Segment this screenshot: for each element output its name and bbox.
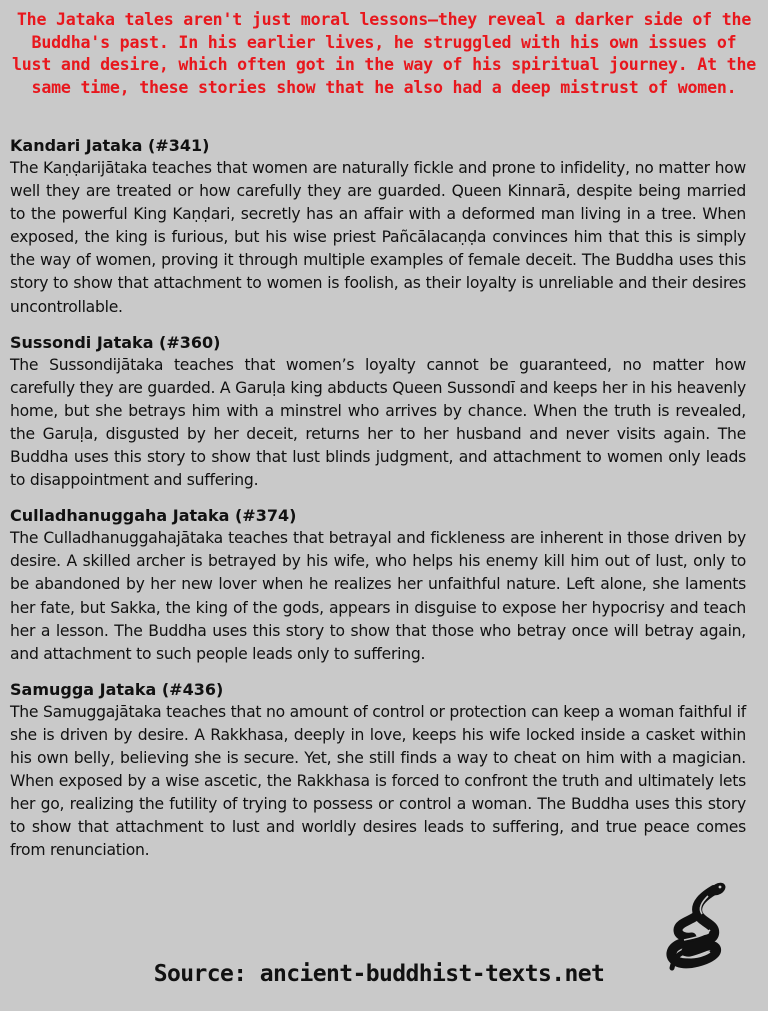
story-sussondi — [10, 331, 746, 493]
story-title: Samugga Jataka (#436) — [10, 679, 224, 699]
story-culladhanuggaha — [10, 504, 746, 666]
story-body: The Culladhanuggahajātaka teaches that betrayal and fickleness are inherent in those driven by desire. A skilled archer is betrayed by his wife, who helps his enemy kill him out of lust, only to be abandoned by her new lover when he realizes her unfaithful nature. Left alone, she laments her fate, but Sakka, the king of the gods, appears in disguise to expose her hypocrisy and teach her a lesson. The Buddha uses this story to show that those who betray once will betray again, and attachment to such people leads only to suffering. — [10, 529, 746, 663]
stories-list — [10, 134, 746, 874]
story-title: Sussondi Jataka (#360) — [10, 332, 221, 352]
source-credit: Source: ancient-buddhist-texts.net — [153, 961, 605, 987]
story-title: Culladhanuggaha Jataka (#374) — [10, 506, 297, 526]
story-body: The Kaṇḍarijātaka teaches that women are naturally fickle and prone to infidelity, no matter how well they are treated or how carefully they are guarded. Queen Kinnarā, despite being married to the powerful King Kaṇḍari, secretly has an affair with a deformed man living in a tree. When exposed, the king is furious, but his wise priest Pañcālacaṇḍa convinces him that this is simply the way of women, proving it through multiple examples of female deceit. The Buddha uses this story to show that attachment to women is foolish, as their loyalty is unreliable and their desires uncontrollable. — [10, 159, 746, 316]
story-body: The Sussondijātaka teaches that women’s loyalty cannot be guaranteed, no matter how carefully they are guarded. A Garuḷa king abducts Queen Sussondī and keeps her in his heavenly home, but she betrays him with a minstrel who arrives by chance. When the truth is revealed, the Garuḷa, disgusted by her deceit, returns her to her husband and never visits again. The Buddha uses this story to show that lust blinds judgment, and attachment to women only leads to disappointment and suffering. — [10, 355, 746, 490]
intro-text: The Jataka tales aren't just moral lessons—they reveal a darker side of the Buddha's past. In his earlier lives, he struggled with his own issues of lust and desire, which often got in the way of his spiritual journey. At the same time, these stories show that he also had a deep mistrust of women. — [11, 10, 757, 97]
story-body: The Samuggajātaka teaches that no amount of control or protection can keep a woman faithful if she is driven by desire. A Rakkhasa, deeply in love, keeps his wife locked inside a casket within his own belly, believing she is secure. Yet, she still finds a way to cheat on him with a magician. When exposed by a wise ascetic, the Rakkhasa is forced to confront the truth and ultimately lets her go, realizing the futility of trying to possess or control a woman. The Buddha uses this story to show that attachment to lust and worldly desires leads to suffering, and true peace comes from renunciation. — [10, 702, 746, 860]
story-samugga — [10, 678, 746, 863]
story-kandari — [10, 134, 746, 319]
story-title: Kandari Jataka (#341) — [10, 136, 210, 155]
